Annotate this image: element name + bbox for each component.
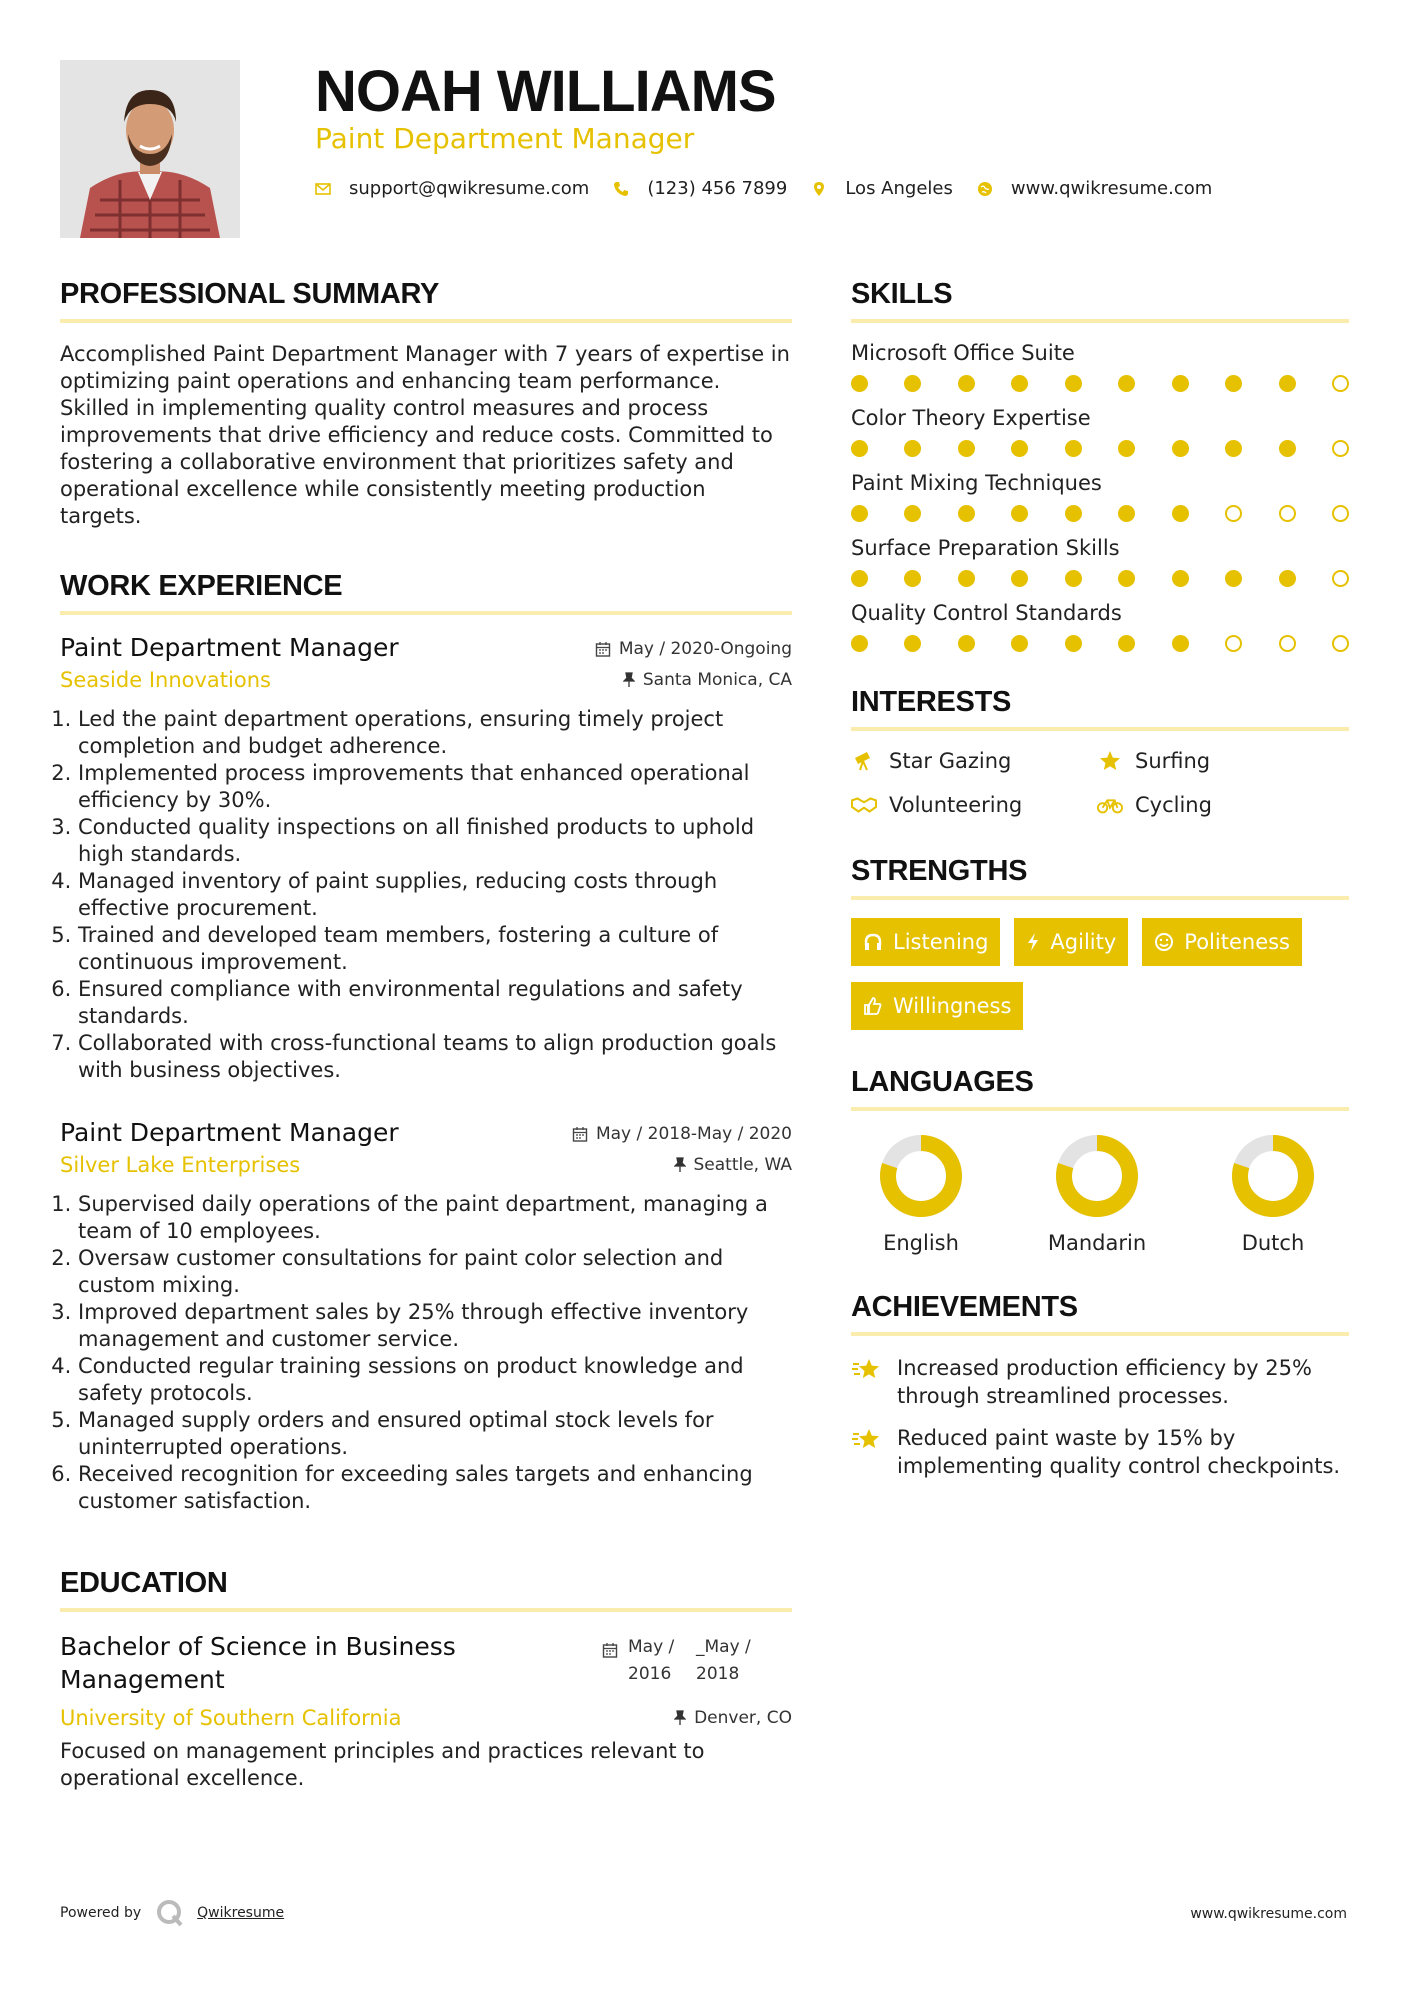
skills-section [851, 278, 1349, 652]
contact-website[interactable] [977, 178, 1212, 199]
rating-dot-filled [1172, 570, 1189, 587]
list-item: 5. Trained and developed team members, fostering a culture of continuous improvement. [78, 922, 792, 976]
qwikresume-logo-icon [155, 1898, 185, 1928]
skill-name: Color Theory Expertise [851, 406, 1091, 430]
bolt-icon [1026, 932, 1040, 952]
job-date [572, 1124, 792, 1144]
strength-label: Agility [1050, 930, 1117, 954]
achievement-text: Reduced paint waste by 15% by implementing quality control checkpoints. [897, 1426, 1341, 1478]
achievement-item [851, 1424, 1349, 1480]
experience-heading: WORK EXPERIENCE [60, 570, 792, 615]
rating-dot-filled [1011, 635, 1028, 652]
skill-name: Microsoft Office Suite [851, 341, 1075, 365]
job-location-text: Seattle, WA [693, 1155, 792, 1175]
education-heading: EDUCATION [60, 1567, 792, 1612]
job-date-text: May / 2020-Ongoing [618, 639, 792, 659]
calendar-icon [572, 1126, 588, 1142]
rating-dot-filled [1279, 570, 1296, 587]
rating-dot-filled [1118, 505, 1135, 522]
strength-chip [851, 982, 1023, 1030]
start-year: 2016 [628, 1664, 672, 1684]
language-name: Dutch [1241, 1231, 1305, 1255]
left-column [60, 278, 792, 1792]
rating-dot-filled [958, 635, 975, 652]
footer-powered-by [60, 1898, 284, 1928]
location-text: Los Angeles [845, 178, 953, 199]
interest-label: Cycling [1135, 793, 1212, 817]
strengths-section [851, 855, 1349, 1030]
contact-phone[interactable] [613, 178, 787, 199]
rating-dot-empty [1225, 635, 1242, 652]
powered-by-label: Powered by [60, 1905, 142, 1921]
rating-dot-filled [1225, 570, 1242, 587]
job-location-text: Santa Monica, CA [642, 670, 792, 690]
bicycle-icon [1097, 794, 1123, 816]
skill-rating [851, 635, 1349, 652]
education-location-text: Denver, CO [694, 1708, 792, 1728]
phone-text: (123) 456 7899 [647, 178, 788, 199]
rating-dot-empty [1279, 635, 1296, 652]
skill-name: Surface Preparation Skills [851, 536, 1120, 560]
candidate-title: Paint Department Manager [315, 122, 695, 155]
job-bullets [60, 1191, 792, 1515]
rating-dot-filled [1225, 375, 1242, 392]
rating-dot-filled [1172, 505, 1189, 522]
list-item: 7. Collaborated with cross-functional teams to align production goals with business objectives. [78, 1030, 792, 1084]
degree-title: Bachelor of Science in Business Management [60, 1632, 456, 1694]
handshake-icon [851, 794, 877, 816]
language-proficiency-ring [876, 1131, 966, 1221]
end-month: _May / [696, 1637, 751, 1657]
rating-dot-filled [958, 505, 975, 522]
calendar-icon [595, 641, 611, 657]
strengths-heading: STRENGTHS [851, 855, 1349, 900]
rating-dot-filled [904, 440, 921, 457]
rating-dot-filled [1065, 375, 1082, 392]
rating-dot-filled [904, 635, 921, 652]
rating-dot-filled [1118, 635, 1135, 652]
smile-icon [1154, 932, 1174, 952]
school-name: University of Southern California [60, 1706, 402, 1730]
interest-item [851, 793, 1097, 817]
language-item [851, 1129, 991, 1255]
rating-dot-filled [1011, 375, 1028, 392]
strength-label: Willingness [893, 994, 1012, 1018]
list-item: 4. Managed inventory of paint supplies, reducing costs through effective procurement. [78, 868, 792, 922]
job-bullets [60, 706, 792, 1084]
rating-dot-filled [851, 440, 868, 457]
rating-dot-filled [1011, 505, 1028, 522]
list-item: 2. Oversaw customer consultations for paint color selection and custom mixing. [78, 1245, 792, 1299]
skill-name: Quality Control Standards [851, 601, 1122, 625]
skill-row [851, 471, 1349, 522]
email-text: support@qwikresume.com [349, 178, 590, 199]
globe-icon [977, 181, 993, 197]
job-title: Paint Department Manager [60, 633, 399, 662]
company-name: Silver Lake Enterprises [60, 1153, 301, 1177]
rating-dot-filled [851, 570, 868, 587]
headphones-icon [863, 932, 883, 952]
rating-dot-empty [1332, 635, 1349, 652]
rating-dot-filled [851, 635, 868, 652]
rating-dot-empty [1332, 505, 1349, 522]
pushpin-icon [623, 672, 635, 688]
award-star-icon [851, 1356, 883, 1382]
telescope-icon [851, 750, 877, 772]
rating-dot-filled [1011, 570, 1028, 587]
interest-item [1097, 793, 1343, 817]
interest-item [851, 749, 1097, 773]
rating-dot-filled [1118, 375, 1135, 392]
pushpin-icon [674, 1710, 686, 1726]
rating-dot-filled [1172, 375, 1189, 392]
interest-item [1097, 749, 1343, 773]
website-text: www.qwikresume.com [1010, 178, 1213, 199]
skill-rating [851, 375, 1349, 392]
list-item: 1. Supervised daily operations of the paint department, managing a team of 10 employees. [78, 1191, 792, 1245]
languages-list [851, 1129, 1349, 1255]
summary-section [60, 278, 792, 530]
skill-row [851, 406, 1349, 457]
skill-rating [851, 505, 1349, 522]
language-name: Mandarin [1047, 1231, 1147, 1255]
rating-dot-empty [1279, 505, 1296, 522]
rating-dot-filled [1011, 440, 1028, 457]
list-item: 3. Conducted quality inspections on all finished products to uphold high standards. [78, 814, 792, 868]
contact-bar [315, 178, 1236, 199]
skill-name: Paint Mixing Techniques [851, 471, 1102, 495]
list-item: 6. Received recognition for exceeding sales targets and enhancing customer satisfaction. [78, 1461, 792, 1515]
skill-row [851, 341, 1349, 392]
skill-row [851, 601, 1349, 652]
rating-dot-filled [1225, 440, 1242, 457]
summary-text: Accomplished Paint Department Manager with 7 years of expertise in optimizing paint operations and enhancing team performance. Skilled in implementing quality control measures and process improvements that drive efficiency and reduce costs. Committed to fostering a collaborative environment that prioritizes safety and operational excellence while consistently meeting production targets. [60, 342, 790, 528]
strength-label: Listening [893, 930, 989, 954]
summary-heading: PROFESSIONAL SUMMARY [60, 278, 792, 323]
pushpin-icon [674, 1157, 686, 1173]
rating-dot-filled [1118, 440, 1135, 457]
language-name: English [883, 1231, 959, 1255]
envelope-icon [315, 181, 331, 197]
education-section [60, 1567, 792, 1792]
list-item: 6. Ensured compliance with environmental regulations and safety standards. [78, 976, 792, 1030]
profile-photo [60, 60, 240, 238]
rating-dot-filled [1065, 505, 1082, 522]
education-location [674, 1708, 792, 1728]
rating-dot-filled [1172, 635, 1189, 652]
achievement-item [851, 1354, 1349, 1410]
language-proficiency-ring [1052, 1131, 1142, 1221]
job-date-text: May / 2018-May / 2020 [595, 1124, 792, 1144]
languages-heading: LANGUAGES [851, 1066, 1349, 1111]
start-date [628, 1634, 696, 1688]
strength-label: Politeness [1184, 930, 1290, 954]
job-entry [60, 633, 792, 1084]
language-item [1027, 1129, 1167, 1255]
rating-dot-filled [904, 505, 921, 522]
skill-rating [851, 570, 1349, 587]
interests-heading: INTERESTS [851, 686, 1349, 731]
education-dates [602, 1634, 792, 1688]
rating-dot-filled [1172, 440, 1189, 457]
phone-icon [613, 181, 629, 197]
rating-dot-empty [1332, 440, 1349, 457]
rating-dot-filled [904, 375, 921, 392]
rating-dot-filled [904, 570, 921, 587]
end-year: 2018 [696, 1664, 740, 1684]
rating-dot-filled [1065, 635, 1082, 652]
skill-row [851, 536, 1349, 587]
list-item: 3. Improved department sales by 25% through effective inventory management and customer service. [78, 1299, 792, 1353]
rating-dot-filled [1279, 440, 1296, 457]
list-item: 1. Led the paint department operations, ensuring timely project completion and budget adherence. [78, 706, 792, 760]
rating-dot-filled [958, 440, 975, 457]
list-item: 4. Conducted regular training sessions on product knowledge and safety protocols. [78, 1353, 792, 1407]
rating-dot-filled [851, 505, 868, 522]
list-item: 5. Managed supply orders and ensured optimal stock levels for uninterrupted operations. [78, 1407, 792, 1461]
rating-dot-filled [958, 570, 975, 587]
languages-section [851, 1066, 1349, 1255]
skills-list [851, 341, 1349, 652]
footer-website[interactable]: www.qwikresume.com [1190, 1906, 1347, 1922]
strength-chip [1014, 918, 1128, 966]
rating-dot-empty [1332, 375, 1349, 392]
list-item: 2. Implemented process improvements that enhanced operational efficiency by 30%. [78, 760, 792, 814]
strength-chip [851, 918, 1000, 966]
rating-dot-filled [1065, 440, 1082, 457]
thumbs-up-icon [863, 996, 883, 1016]
skill-rating [851, 440, 1349, 457]
job-entry [60, 1118, 792, 1515]
award-star-icon [851, 1426, 883, 1452]
company-name: Seaside Innovations [60, 668, 271, 692]
rating-dot-filled [1279, 375, 1296, 392]
end-date [696, 1634, 764, 1688]
calendar-icon [602, 1642, 618, 1658]
interests-list [851, 749, 1349, 817]
education-description: Focused on management principles and practices relevant to operational excellence. [60, 1739, 705, 1790]
interest-label: Volunteering [889, 793, 1023, 817]
star-icon [1097, 750, 1123, 772]
qwikresume-link[interactable]: Qwikresume [197, 1905, 285, 1921]
rating-dot-filled [1065, 570, 1082, 587]
candidate-name: NOAH WILLIAMS [315, 59, 776, 124]
experience-section [60, 570, 792, 1515]
achievements-section [851, 1291, 1349, 1480]
map-pin-icon [811, 181, 827, 197]
language-proficiency-ring [1228, 1131, 1318, 1221]
strength-chip [1142, 918, 1302, 966]
contact-email[interactable] [315, 178, 589, 199]
rating-dot-filled [958, 375, 975, 392]
rating-dot-filled [851, 375, 868, 392]
rating-dot-filled [1118, 570, 1135, 587]
job-date [595, 639, 792, 659]
achievement-text: Increased production efficiency by 25% through streamlined processes. [897, 1356, 1312, 1408]
job-location [674, 1155, 793, 1175]
language-item [1203, 1129, 1343, 1255]
job-location [623, 670, 792, 690]
strengths-list [851, 918, 1349, 1030]
interest-label: Surfing [1135, 749, 1211, 773]
right-column [851, 278, 1349, 1494]
achievements-heading: ACHIEVEMENTS [851, 1291, 1349, 1336]
start-month: May / [628, 1637, 675, 1657]
rating-dot-empty [1332, 570, 1349, 587]
rating-dot-empty [1225, 505, 1242, 522]
contact-location [811, 178, 953, 199]
interests-section [851, 686, 1349, 817]
interest-label: Star Gazing [889, 749, 1012, 773]
skills-heading: SKILLS [851, 278, 1349, 323]
job-title: Paint Department Manager [60, 1118, 399, 1147]
